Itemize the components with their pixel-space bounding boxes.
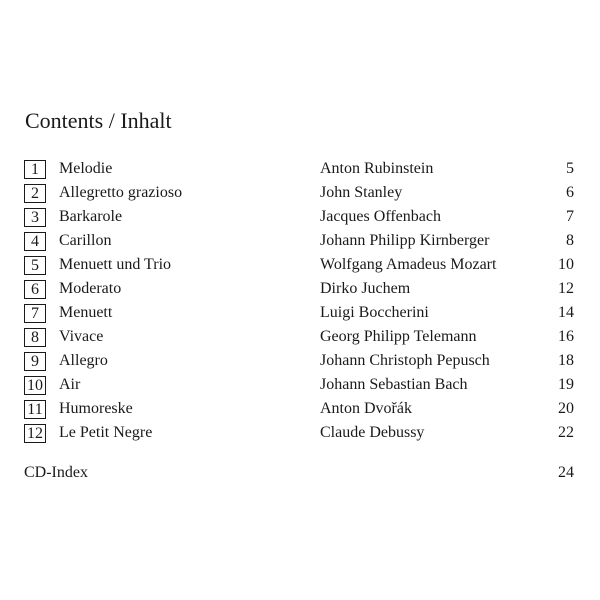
composer-name: John Stanley [320, 184, 403, 201]
page-number: 18 [558, 352, 574, 369]
page-number: 20 [558, 400, 574, 417]
track-number-box: 12 [24, 424, 46, 443]
page-number: 5 [566, 160, 574, 177]
toc-entry [24, 325, 576, 349]
piece-title: Barkarole [59, 208, 123, 225]
piece-title: Humoreske [59, 400, 133, 417]
piece-title: Allegretto grazioso [59, 184, 183, 201]
track-number-box: 9 [24, 352, 46, 371]
piece-title: Carillon [59, 232, 112, 249]
toc-entry [24, 301, 576, 325]
track-number-box: 8 [24, 328, 46, 347]
page-number: 16 [558, 328, 574, 345]
piece-title: Allegro [59, 352, 108, 369]
page-number: 12 [558, 280, 574, 297]
composer-name: Wolfgang Amadeus Mozart [320, 256, 497, 273]
piece-title: Air [59, 376, 81, 393]
composer-name: Johann Christoph Pepusch [320, 352, 490, 369]
toc-entry [24, 205, 576, 229]
track-number-box: 11 [24, 400, 46, 419]
composer-name: Johann Sebastian Bach [320, 376, 468, 393]
track-number-box: 3 [24, 208, 46, 227]
track-number-box: 4 [24, 232, 46, 251]
piece-title: Menuett [59, 304, 113, 321]
composer-name: Anton Dvořák [320, 400, 412, 417]
cd-index-row [24, 462, 576, 486]
toc-entry [24, 229, 576, 253]
toc-entry [24, 253, 576, 277]
composer-name: Luigi Boccherini [320, 304, 429, 321]
track-number-box: 1 [24, 160, 46, 179]
page-number: 22 [558, 424, 574, 441]
track-number-box: 6 [24, 280, 46, 299]
composer-name: Dirko Juchem [320, 280, 411, 297]
table-of-contents [24, 157, 576, 445]
track-number-box: 10 [24, 376, 46, 395]
page-number: 7 [566, 208, 574, 225]
toc-entry [24, 181, 576, 205]
piece-title: Moderato [59, 280, 122, 297]
composer-name: Anton Rubinstein [320, 160, 434, 177]
composer-name: Johann Philipp Kirnberger [320, 232, 490, 249]
page-number: 8 [566, 232, 574, 249]
page-number: 19 [558, 376, 574, 393]
page-number: 6 [566, 184, 574, 201]
toc-entry [24, 277, 576, 301]
composer-name: Claude Debussy [320, 424, 425, 441]
piece-title: Menuett und Trio [59, 256, 172, 273]
page-number: 10 [558, 256, 574, 273]
cd-index-page-number: 24 [558, 464, 574, 481]
toc-entry [24, 349, 576, 373]
track-number-box: 5 [24, 256, 46, 275]
toc-entry [24, 397, 576, 421]
composer-name: Jacques Offenbach [320, 208, 441, 225]
piece-title: Le Petit Negre [59, 424, 153, 441]
track-number-box: 7 [24, 304, 46, 323]
toc-entry [24, 157, 576, 181]
toc-entry [24, 373, 576, 397]
piece-title: Vivace [59, 328, 104, 345]
piece-title: Melodie [59, 160, 113, 177]
page-title: Contents / Inhalt [25, 108, 172, 133]
page-number: 14 [558, 304, 574, 321]
cd-index-label: CD-Index [24, 464, 88, 481]
toc-entry [24, 421, 576, 445]
track-number-box: 2 [24, 184, 46, 203]
composer-name: Georg Philipp Telemann [320, 328, 477, 345]
